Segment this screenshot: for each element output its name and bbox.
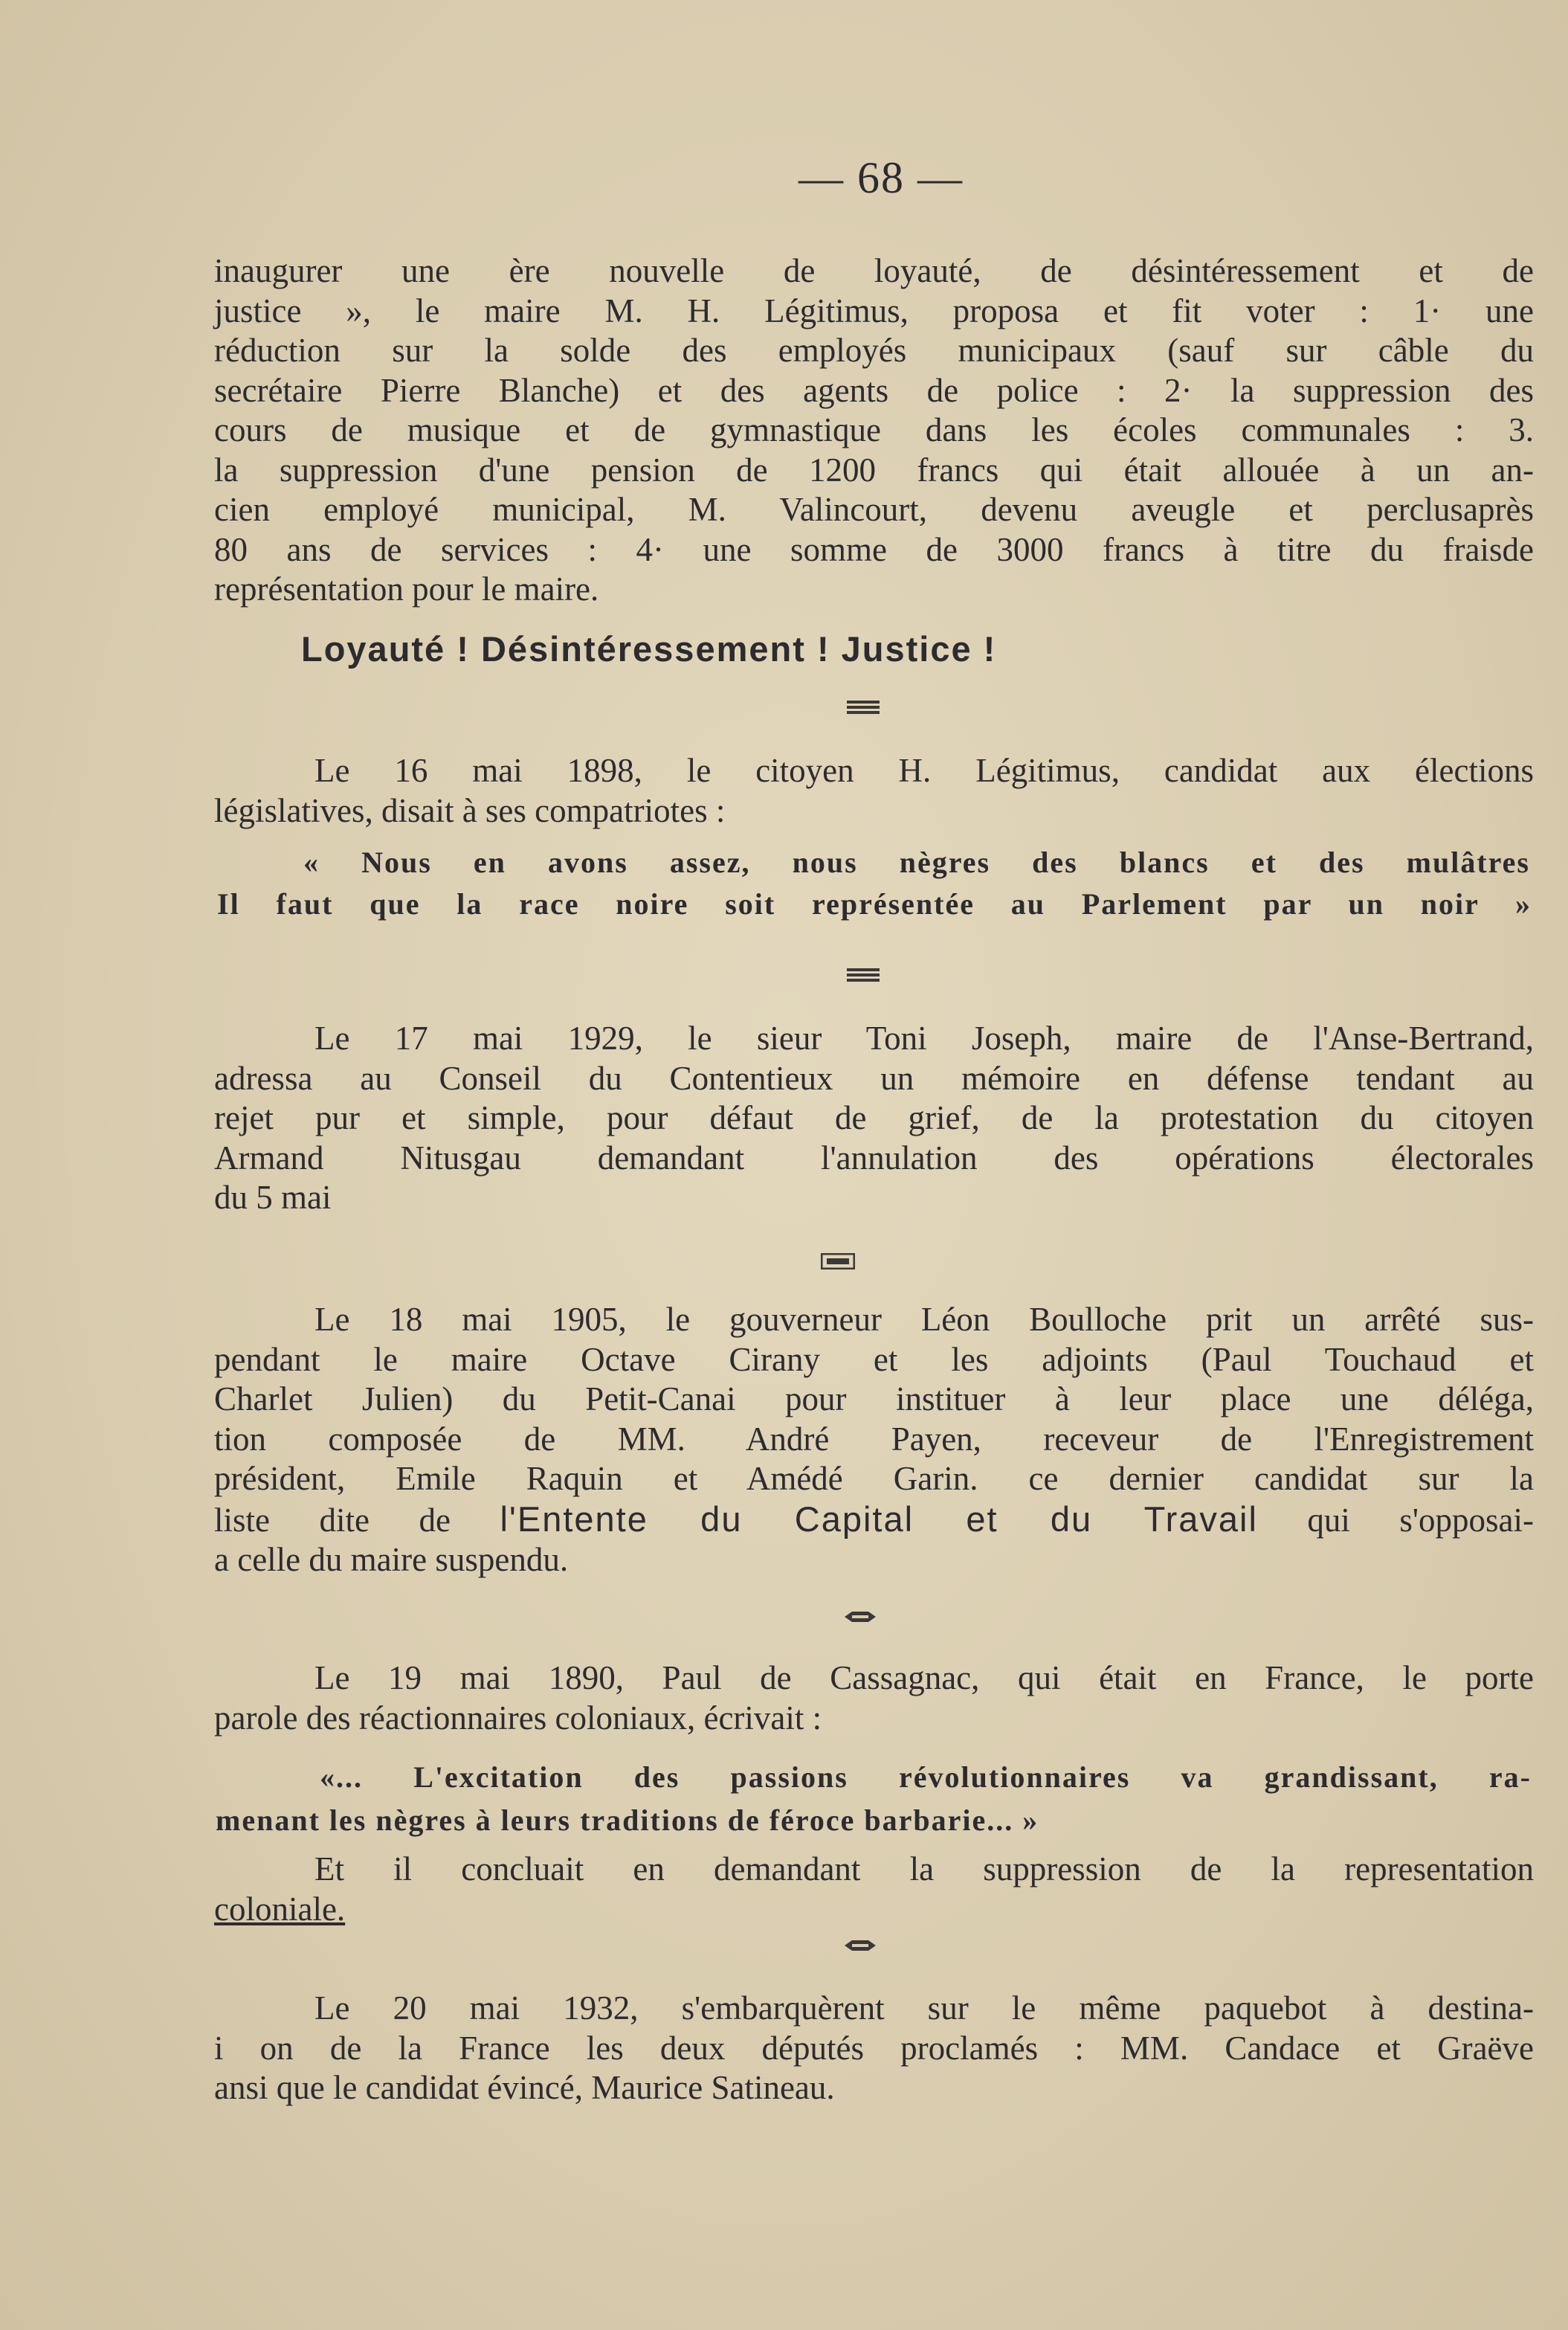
text-line: 80 ans de services : 4· une somme de 3000 francs à titre du fraisde — [214, 530, 1534, 568]
separator-ornament-icon — [843, 1609, 877, 1625]
text-line: Armand Nitusgau demandant l'annulation des opérations électorales — [214, 1139, 1534, 1177]
quote-block-1898 — [303, 842, 1530, 884]
quote-line: Il faut que la race noire soit représentée au Parlement par un noir » — [217, 887, 1532, 921]
quote-block-1890 — [320, 1757, 1532, 1798]
text-line: parole des réactionnaires coloniaux, écrivait : — [214, 1699, 822, 1737]
paragraph-budget-measures — [214, 251, 1534, 610]
text-fragment: qui s'opposai- — [1257, 1501, 1534, 1539]
text-line: du 5 mai — [214, 1179, 332, 1216]
text-line: cours de musique et de gymnastique dans les écoles communales : 3. — [214, 411, 1534, 448]
text-line: représentation pour le maire. — [214, 570, 599, 608]
text-line: adressa au Conseil du Contentieux un mémoire en défense tendant au — [214, 1059, 1534, 1097]
text-line: la suppression d'une pension de 1200 francs qui était allouée à un an- — [214, 451, 1534, 489]
text-line: Et il concluait en demandant la suppression de la representation — [314, 1850, 1534, 1888]
text-line: pendant le maire Octave Cirany et les adjoints (Paul Touchaud et — [214, 1340, 1534, 1378]
text-line-with-emphasis — [214, 1499, 1534, 1541]
text-line: rejet pur et simple, pour défaut de grief, de la protestation du citoyen — [214, 1099, 1534, 1136]
separator-ornament-icon — [846, 699, 880, 715]
text-fragment: liste dite de — [214, 1501, 500, 1539]
text-line: Charlet Julien) du Petit-Canai pour instituer à leur place une déléga, — [214, 1380, 1534, 1417]
text-line: réduction sur la solde des employés municipaux (sauf sur câble du — [214, 332, 1534, 369]
separator-ornament-icon — [821, 1253, 855, 1269]
text-line: i on de la France les deux députés proclamés : MM. Candace et Graëve — [214, 2029, 1534, 2067]
separator-ornament-icon — [843, 1937, 877, 1954]
text-line: ansi que le candidat évincé, Maurice Satineau. — [214, 2069, 835, 2106]
bold-slogan-heading: Loyauté ! Désintéressement ! Justice ! — [301, 629, 997, 669]
text-line: coloniale. — [214, 1890, 346, 1928]
page-number: — 68 — — [798, 153, 964, 202]
paragraph-1898-election — [214, 751, 1534, 831]
quote-line: menant les nègres à leurs traditions de féroce barbarie... » — [216, 1803, 1039, 1837]
text-line-wrapper — [214, 1890, 1534, 1930]
text-line: justice », le maire M. H. Légitimus, proposa et fit voter : 1· une — [214, 292, 1534, 329]
paragraph-1890-cassagnac — [214, 1658, 1534, 1738]
text-line: secrétaire Pierre Blanche) et des agents de police : 2· la suppression des — [214, 371, 1534, 409]
paragraph-conclusion — [214, 1850, 1534, 1929]
separator-ornament-icon — [846, 967, 880, 983]
text-line: législatives, disait à ses compatriotes : — [214, 791, 726, 829]
paragraph-1905-decree — [214, 1300, 1534, 1580]
paragraph-1929-memoire — [214, 1019, 1534, 1218]
quote-block-1890-line-2 — [216, 1800, 1039, 1841]
text-line: cien employé municipal, M. Valincourt, devenu aveugle et perclusaprès — [214, 491, 1534, 528]
text-line: Le 17 mai 1929, le sieur Toni Joseph, maire de l'Anse-Bertrand, — [314, 1020, 1534, 1057]
quote-line: «... L'excitation des passions révolutionnaires va grandissant, ra- — [320, 1760, 1532, 1794]
text-line: Le 19 mai 1890, Paul de Cassagnac, qui était en France, le porte — [314, 1659, 1534, 1696]
text-line: Le 18 mai 1905, le gouverneur Léon Boulloche prit un arrêté sus- — [314, 1301, 1534, 1338]
text-line: a celle du maire suspendu. — [214, 1541, 569, 1578]
text-line: inaugurer une ère nouvelle de loyauté, de désintéressement et de — [214, 252, 1534, 289]
paragraph-1932-embarkation — [214, 1989, 1534, 2108]
text-line: Le 20 mai 1932, s'embarquèrent sur le même paquebot à destina- — [314, 1989, 1534, 2027]
quote-line: « Nous en avons assez, nous nègres des blancs et des mulâtres — [303, 846, 1530, 879]
text-line: tion composée de MM. André Payen, receveur de l'Enregistrement — [214, 1420, 1534, 1458]
text-line: président, Emile Raquin et Amédé Garin. ce dernier candidat sur la — [214, 1460, 1534, 1497]
emphasized-party-name: l'Entente du Capital et du Travail — [500, 1499, 1258, 1539]
quote-block-1898-line-2 — [217, 884, 1532, 925]
text-line: Le 16 mai 1898, le citoyen H. Légitimus, candidat aux élections — [314, 752, 1534, 789]
